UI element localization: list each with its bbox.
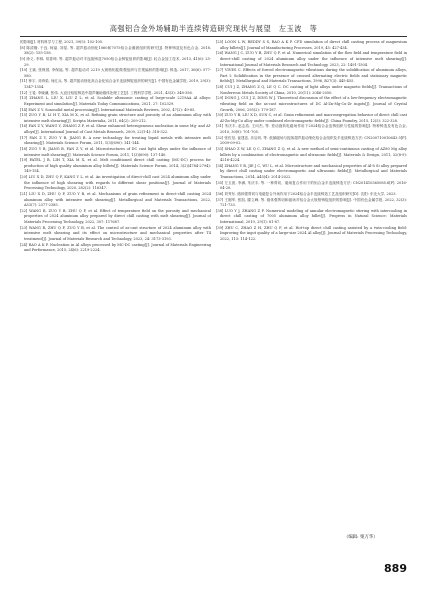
reference-entry: [13] ZHANG L, LIU X, LIU Z L, et al. Scalable ultrasonic casting of large-scale 2219AA Al alloys: Experiment and simulation[J]. Materials Today Communications, 2021, 27: 102329.	[20, 96, 211, 106]
reference-entry: [17] FAN Z Y, ZUO Y B, JIANG B. A new technology for treating liquid metals with intensive melt shearing[J]. Materials Science Forum, 2011, 1(3)(690): 141-144.	[20, 135, 211, 146]
reference-entry: [21] LIU X D, ZHU Q F, ZUO Y B, et al. Mechanisms of grain refinement in direct-chill casting 2024 aluminum alloy with intensive melt shearing[J]. Metallurgical and Materials Transactions, 2022, A53(7): 2377-2385.	[20, 191, 211, 208]
header-rule	[20, 36, 407, 37]
reference-entry: [23] WANG R, ZHU Q F, ZUO Y B, et al. The control of as-cast structure of 2024 aluminum alloy with intensive melt shearing and its effect on microstructure and mechanical properties after T4 treatment[J]. Journal of Materials Research and Technology, 2023, 24: 3173-3193.	[20, 225, 211, 241]
reference-entry: [20] LIU X D, ZHU Q F, KANG Y L, et al. An investigation of direct-chill cast 2024 aluminum alloy under the influence of high shearing with regards to different shear positions[J]. Journal of Materials Processing Technology, 2020, 282(2): 116347.	[20, 175, 211, 191]
reference-entry: [32] 张佐信, 崔建忠, 乐启炽, 等. 低频磁场与振荡超声振动细化铝合金组织及半连续铸造方法: CN200710010643.5[P]. 2009-09-02.	[216, 135, 407, 146]
reference-entry: [36] 刘秀东. 熔体强剪切与电磁复合外场作用下2024铝合金半连续铸造工艺及组织研究[D]. 沈阳: 东北大学, 2023.	[216, 191, 397, 196]
reference-entry: [19] PATEL J B, LIH T, XIA M X, et al. Melt conditioned direct chill casting (MC-DC) process for production of high quality aluminium alloy billets[J]. Materials Science Forum, 2014, 3(2)(4784-2794): 149-154.	[20, 158, 211, 174]
reference-entry: [9] 徐义, 李林, 易善坤, 等. 超声振动对半连续铸造7050铝合金铸锭组织的影响[J]. 轻合金加工技术, 2013, 41(6): 25-29.	[20, 56, 211, 67]
reference-entry: [11] 钟宇, 邓舜梁, 何红兵, 等. 超声振动细化高合金化铝合金半连续铸锭组织的研究[J]. 中国有色金属学报, 2019, 29(3): 1347-1354.	[20, 79, 211, 89]
reference-entry: [29] DONG J, CUI J Z, DING W J. Theoretical discussion of the effect of a low-frequency electromagnetic vibrating field on the as-cast microstructures of DC Al-Zn-Mg-Cu-Zr ingots[J]. Journal of Crystal Growth, 2006, 295(2): 179-187.	[216, 96, 407, 112]
reference-entry: [34] ZHANG Y B, JIE J C, WU L, et al. Microstructure and mechanical properties of Al-8 Si alloy prepared by direct chill casting under electromagnetic and ultrasonic fields[J]. Metallurgical and Materials Transactions, 2014, A45(4): 2014-2022.	[216, 163, 407, 179]
reference-entry: [37] 王刚军, 张凯, 滕立峰, 等. 熔体强剪切和磁场对铝合金大规格铸锭组织的影响[J]. 中国有色金属学报, 2022, 32(3): 721-733.	[216, 197, 407, 208]
reference-entry: [14] FAN Z Y. Sonosolid metal processing[J]. International Materials Reviews, 2002, 47(2): 49-85.	[20, 107, 196, 112]
reference-entry: [27] VIVES C. Effects of forced electromagnetic vibrations during the solidification of aluminum alloys, Part I: Solidification in the presence of crossed alternating electric fields and stationary magnetic fields[J]. Metallurgical and Materials Transactions, 1996, B27(3): 445-455.	[216, 68, 407, 84]
reference-entry: [39] ZHU C, ZHAO Z H, ZHU Q F, et al. Hot-top direct chill casting assisted by a twin-cooling field: Improving the ingot quality of a large-size 2024 Al alloy[J]. Journal of Materials Processing Technology, 2022, 113: 114-122.	[216, 225, 407, 241]
references-left-column	[20, 40, 211, 254]
reference-entry: [38] LUO Y J, ZHANG Z F. Numerical modeling of annular electromagnetic stirring with intercooling in direct chill casting of 7005 aluminum alloy billet[J]. Progress in Natural Science: Materials International, 2019, 29(1): 81-87.	[216, 208, 407, 224]
reference-entry: [22] WANG R, ZUO Y B, ZHU Q F, et al. Effect of temperature field on the porosity and mechanical properties of 2024 aluminum alloy prepared by direct chill casting with melt shearing[J]. Journal of Materials Processing Technology, 2022, 307: 117687.	[20, 208, 211, 224]
reference-entry: [8] 陈清楷, 于良, 柯晶, 刘星, 等. 超声振动细化1060和7075铝合金凝固组织的研究[J]. 特种铸造及有色合金, 2018, 38(2): 155-158.	[20, 45, 211, 56]
page-number: 889	[384, 562, 407, 575]
reference-entry: [16] FAN Z Y, WANG Y, ZHANG Z F, et al. Shear enhanced heterogeneous nucleation in some Mg- and Al- alloys[J]. International Journal of Cast Metals Research, 2009, 22(1-4): 318-322.	[20, 124, 211, 134]
references-right-column	[216, 40, 407, 243]
reference-entry: [30] ZUO Y B, LIU X D, SUN C, et al. Grain refinement and macrosegregation behavior of direct chill cast Al-Zn-Mg-Cu alloy under combined electromagnetic fields[J]. China Foundry, 2015, 12(5): 322-328.	[216, 113, 407, 123]
reference-entry: [15] ZUO Y B, LI H T, XIA M X, et al. Refining grain structure and porosity of an aluminium alloy with intensive melt shearing[J]. Scripta Materialia, 2011, 64(2): 209-212.	[20, 113, 211, 123]
reference-entry: [25] LOON L W, REDDY S S, RAO A K P. CFD simulation of direct chill casting process of magnesium alloy billets[J]. Journal of Manufacturing Processes, 2019, 45: 427-434.	[216, 40, 407, 50]
reference-entry: [28] CUI J Z, ZHANG Z Q, LE Q C. DC casting of light alloys under magnetic fields[J]. Transactions of Nonferrous Metals Society of China, 2010, 20(11): 2046-2050.	[216, 85, 407, 95]
reference-entry: 的影响[J]. 材料科学与工程, 2021, 39(5): 102-105.	[20, 40, 104, 44]
editor-note: （编辑: 栗万华）	[344, 535, 378, 540]
running-head: 高强铝合金外场辅助半连续铸造研究现状与展望 左玉波 等	[109, 24, 318, 33]
reference-entry: [33] SHAO Z W, LE Q C, ZHANG Z Q, et al. A new method of semi-continuous casting of AZ80 Mg alloy billets by a combination of electromagnetic and ultrasonic fields[J]. Materials & Design, 2011, 32(8-9): 4216-4224.	[216, 146, 407, 163]
reference-entry: [26] WANG J C, ZUO Y B, ZHU Q F, et al. Numerical simulation of the flow field and temperature field in direct-chill casting of 2024 aluminum alloy under the influence of intensive melt shearing[J]. International Journal of Materials Research and Technology, 2023, 22: 1491-1504.	[216, 51, 407, 67]
reference-entry: [12] 王斐, 李晓谦, 张伟. 大直径铝锭铸造中超声辅助熔体处理工艺[J]. 工程科学学报, 2021, 43(3): 348-356.	[20, 90, 193, 95]
reference-entry: [10] 王斌, 张保国, 李保福, 等. 超声振动对 2219 大规格铝锭微观组织与宏观偏析的影响[J]. 铸造, 2017, 36(6): 577-580.	[20, 68, 211, 78]
reference-entry: [18] ZUO Y B, JIANG B, FAN Z Y, et al. Microstructures of DC cast light alloys under the influence of intensive melt shearing[J]. Materials Science Forum, 2011, 1(3)(690): 137-140.	[20, 146, 211, 157]
reference-entry: [35] 左玉波, 李满, 朱庆丰, 等. 一种剪切、磁场复合作用下的铝合金半连续铸造方法: CN201410365085.6[P]. 2016-04-20.	[216, 180, 407, 191]
reference-entry: [24] RAO A K P. Nucleation in Al alloys processed by MC-DC casting[J]. Journal of Materials Engineering and Performance, 2015, 24(6): 2219-2224.	[20, 242, 211, 253]
reference-entry: [31] 朱庆丰, 赵志浩, 王向杰, 等. 差动旋转电磁场作用下2024铝合金连铸组织与性能的影响[J]. 特种铸造及有色合金, 2010, 30(8): 701-705.	[216, 124, 407, 134]
